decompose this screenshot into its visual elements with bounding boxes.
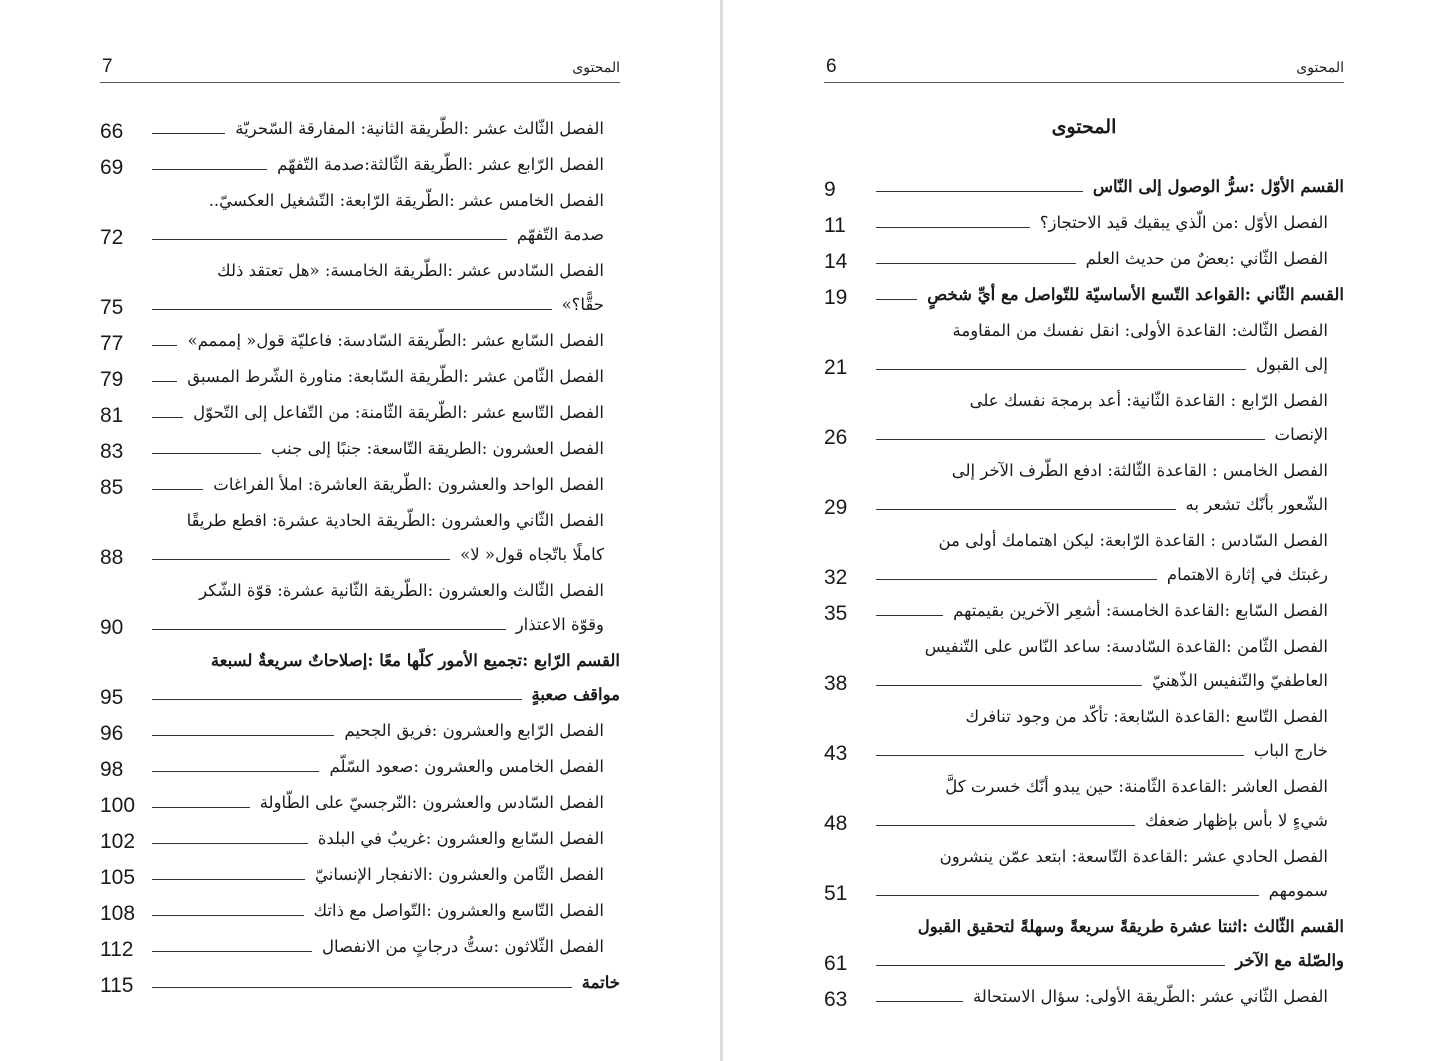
toc-entry-line: الإنصات bbox=[1274, 425, 1328, 444]
toc-entry-title bbox=[314, 894, 604, 928]
toc-entry-line: الفصل الخامس عشر :الطّريقة الرّابعة: التّشغيل العكسيّ.. bbox=[208, 191, 604, 210]
toc-entry-title bbox=[1040, 206, 1328, 240]
toc-entry bbox=[824, 524, 1344, 592]
toc-entry-title bbox=[1086, 242, 1328, 276]
leader-line bbox=[876, 895, 1259, 896]
page-header bbox=[824, 56, 1344, 83]
toc-entry-line: الفصل العشرون :الطريقة التّاسعة: جنبًا إلى جنب bbox=[270, 439, 604, 458]
leader-line bbox=[876, 965, 1225, 966]
toc-page-number: 90 bbox=[100, 616, 124, 639]
toc-entry-title bbox=[344, 714, 604, 748]
toc-entry-line: الفصل الثّلاثون :ستُّ درجاتٍ من الانفصال bbox=[322, 937, 604, 956]
toc-page-number: 35 bbox=[824, 602, 848, 625]
toc-entry-line: شيءٍ لا بأس بإظهار ضعفك bbox=[1144, 811, 1328, 830]
toc-entry-line: مواقف صعبةٍ bbox=[531, 685, 620, 704]
leader-line bbox=[152, 915, 304, 916]
toc-entry-title bbox=[322, 930, 604, 964]
leader-line bbox=[876, 1001, 963, 1002]
toc-entry bbox=[824, 242, 1344, 276]
toc-entry-title bbox=[952, 454, 1328, 522]
toc-entry bbox=[824, 314, 1344, 382]
leader-line bbox=[152, 771, 319, 772]
leader-line bbox=[876, 579, 1157, 580]
leader-line bbox=[876, 227, 1030, 228]
toc-page-number: 11 bbox=[824, 214, 846, 237]
toc-entry-title bbox=[970, 384, 1328, 452]
toc-entry bbox=[100, 786, 620, 820]
leader-line bbox=[876, 755, 1244, 756]
toc-entry-title bbox=[973, 980, 1328, 1014]
toc-page-number: 98 bbox=[100, 758, 124, 781]
toc-entry bbox=[100, 360, 620, 394]
toc-entry bbox=[100, 574, 620, 642]
toc-entry-line: الفصل الخامس والعشرون :صعود السّلّم bbox=[329, 757, 604, 776]
toc-entry-line: الفصل السّادس : القاعدة الرّابعة: ليكن اهتمامك أولى من bbox=[938, 531, 1328, 550]
toc-entry-title bbox=[187, 360, 604, 394]
toc-page-number: 19 bbox=[824, 286, 848, 309]
toc-entry bbox=[100, 324, 620, 358]
toc-entry-line: الفصل التّاسع :القاعدة السّابعة: تأكّد من وجود تنافرك bbox=[965, 707, 1328, 726]
toc-entry-line: الفصل الثّاني :بعضٌ من حديث العلم bbox=[1085, 249, 1328, 268]
toc-entry-line: القسم الرّابع :تجميع الأمور كلّها معًا :إصلاحاتٌ سريعةٌ لسبعة bbox=[210, 651, 620, 670]
leader-line bbox=[152, 699, 522, 700]
toc-entry-title bbox=[940, 840, 1328, 908]
toc-page-number: 66 bbox=[100, 120, 124, 143]
toc-entry-line: الشّعور بأنّك تشعر به bbox=[1185, 495, 1328, 514]
toc-page-number: 77 bbox=[100, 332, 124, 355]
toc-page-number: 43 bbox=[824, 742, 848, 765]
toc-entry-line: الفصل الثّاني عشر :الطّريقة الأولى: سؤال الاستحالة bbox=[972, 987, 1328, 1006]
toc-page-number: 88 bbox=[100, 546, 124, 569]
toc-entry bbox=[100, 644, 620, 712]
toc-page-number: 51 bbox=[824, 882, 848, 905]
toc-entry-line: الفصل السّادس والعشرون :النّرجسيّ على الطّاولة bbox=[259, 793, 604, 812]
toc-entry-line: الفصل الثّامن والعشرون :الانفجار الإنسانيّ bbox=[314, 865, 604, 884]
book-gutter bbox=[720, 0, 723, 1061]
toc-title: المحتوى bbox=[1051, 116, 1117, 138]
toc-entry bbox=[824, 840, 1344, 908]
toc-page-number: 63 bbox=[824, 988, 848, 1011]
toc-page-number: 96 bbox=[100, 722, 124, 745]
toc-entry-line: الفصل الخامس : القاعدة الثّالثة: ادفع الطّرف الآخر إلى bbox=[951, 461, 1328, 480]
toc-entry-line: والصّلة مع الآخر bbox=[1235, 951, 1344, 970]
toc-entry bbox=[824, 594, 1344, 628]
toc-page-number: 79 bbox=[100, 368, 124, 391]
toc-entry bbox=[824, 770, 1344, 838]
toc-entry-line: الفصل الثّالث والعشرون :الطّريقة الثّانية عشرة: قوّة الشّكر bbox=[199, 581, 604, 600]
toc-entry-title bbox=[213, 468, 604, 502]
leader-line bbox=[876, 509, 1176, 510]
leader-line bbox=[876, 439, 1265, 440]
toc-entry-line: الفصل الثّامن عشر :الطّريقة السّابعة: مناورة الشّرط المسبق bbox=[187, 367, 604, 386]
toc-entry-line: الفصل الحادي عشر :القاعدة التّاسعة: ابتعد عمّن ينشرون bbox=[939, 847, 1328, 866]
leader-line bbox=[876, 369, 1246, 370]
toc-entry-line: الفصل الثّالث عشر :الطّريقة الثانية: المفارقة السّحريّة bbox=[235, 119, 604, 138]
leader-line bbox=[152, 417, 183, 418]
toc-entry-title bbox=[211, 644, 620, 712]
toc-entry-title bbox=[953, 594, 1328, 628]
leader-line bbox=[876, 685, 1142, 686]
toc-page-number: 75 bbox=[100, 296, 124, 319]
toc-page-number: 9 bbox=[824, 178, 836, 201]
leader-line bbox=[152, 807, 250, 808]
leader-line bbox=[152, 309, 552, 310]
toc-entry-line: الفصل السّابع والعشرون :غريبٌ في البلدة bbox=[317, 829, 604, 848]
running-head: المحتوى bbox=[1296, 60, 1344, 76]
leader-line bbox=[152, 239, 507, 240]
page-number: 7 bbox=[102, 56, 113, 77]
toc-entry-title bbox=[187, 324, 604, 358]
toc-entry-line: الفصل الأوّل :من الّذي يبقيك قيد الاحتجاز؟ bbox=[1039, 213, 1328, 232]
right-page bbox=[824, 0, 1344, 1061]
toc-page-number: 32 bbox=[824, 566, 848, 589]
toc-entry bbox=[100, 432, 620, 466]
leader-line bbox=[152, 559, 450, 560]
toc-entry bbox=[100, 468, 620, 502]
toc-entry bbox=[100, 966, 620, 1000]
toc-page-number: 102 bbox=[100, 830, 136, 853]
leader-line bbox=[152, 169, 267, 170]
toc-page-number: 81 bbox=[100, 404, 124, 427]
toc-entry-line: الفصل السّادس عشر :الطّريقة الخامسة: «هل تعتقد ذلك bbox=[217, 261, 604, 280]
leader-line bbox=[876, 825, 1135, 826]
leader-line bbox=[152, 735, 334, 736]
toc-entry-title bbox=[193, 396, 604, 430]
toc-page-number: 48 bbox=[824, 812, 848, 835]
toc-entry bbox=[824, 630, 1344, 698]
toc-entry bbox=[824, 910, 1344, 978]
toc-entry-line: إلى القبول bbox=[1255, 355, 1328, 374]
leader-line bbox=[152, 489, 203, 490]
page-number: 6 bbox=[826, 56, 837, 77]
toc-entry bbox=[100, 504, 620, 572]
leader-line bbox=[152, 381, 177, 382]
toc-entry-title bbox=[235, 112, 604, 146]
leader-line bbox=[152, 843, 308, 844]
toc-entry bbox=[100, 254, 620, 322]
toc-page-number: 21 bbox=[824, 356, 848, 379]
running-head: المحتوى bbox=[572, 60, 620, 76]
toc-entry bbox=[824, 384, 1344, 452]
toc-entry-title bbox=[217, 254, 604, 322]
toc-entry-line: الفصل الرّابع : القاعدة الثّانية: أعد برمجة نفسك على bbox=[969, 391, 1328, 410]
toc-page-number: 112 bbox=[100, 938, 134, 961]
toc-entry-line: الفصل العاشر :القاعدة الثّامنة: حين يبدو أنّك خسرت كلَّ bbox=[945, 777, 1328, 796]
toc-page-number: 115 bbox=[100, 974, 134, 997]
leader-line bbox=[152, 629, 506, 630]
toc-page-number: 85 bbox=[100, 476, 124, 499]
toc-entry-line: القسم الثّالث :اثنتا عشرة طريقةً سريعةً وسهلةً لتحقيق القبول bbox=[917, 917, 1344, 936]
leader-line bbox=[876, 615, 943, 616]
toc-entry-line: حقًّا؟» bbox=[561, 295, 604, 314]
leader-line bbox=[152, 453, 261, 454]
toc-entry bbox=[824, 206, 1344, 240]
toc-entry-line: القسم الأوّل :سرُّ الوصول إلى النّاس bbox=[1092, 177, 1344, 196]
toc-page-number: 83 bbox=[100, 440, 124, 463]
toc-entry-title bbox=[260, 786, 604, 820]
toc-entry-line: وقوّة الاعتذار bbox=[515, 615, 604, 634]
leader-line bbox=[152, 987, 572, 988]
toc-entry bbox=[824, 170, 1344, 204]
toc-page-number: 105 bbox=[100, 866, 136, 889]
toc-entry-line: الفصل الثّامن :القاعدة السّادسة: ساعد النّاس على التّنفيس bbox=[924, 637, 1328, 656]
leader-line bbox=[152, 133, 225, 134]
toc-entry-line: كاملًا باتّجاه قول« لا» bbox=[460, 545, 604, 564]
toc-entry-line: الفصل الرّابع والعشرون :فريق الجحيم bbox=[344, 721, 604, 740]
toc-entry-title bbox=[925, 630, 1328, 698]
toc-page-number: 100 bbox=[100, 794, 136, 817]
toc-entry-title bbox=[938, 524, 1328, 592]
toc-entry bbox=[100, 184, 620, 252]
toc-entry bbox=[100, 714, 620, 748]
toc-entry-line: خارج الباب bbox=[1253, 741, 1328, 760]
toc-entry-title bbox=[209, 184, 604, 252]
leader-line bbox=[152, 345, 177, 346]
toc-entry bbox=[100, 148, 620, 182]
toc-entry bbox=[824, 980, 1344, 1014]
toc-entry-line: الفصل التّاسع والعشرون :التّواصل مع ذاتك bbox=[313, 901, 604, 920]
toc-entry-line: الفصل الرّابع عشر :الطّريقة الثّالثة:صدمة التّفهّم bbox=[277, 155, 604, 174]
toc-entry-title bbox=[315, 858, 604, 892]
toc-page-number: 26 bbox=[824, 426, 848, 449]
toc-page-number: 95 bbox=[100, 686, 124, 709]
toc-entry bbox=[100, 930, 620, 964]
toc-entry bbox=[824, 278, 1344, 312]
leader-line bbox=[876, 191, 1083, 192]
toc-page-number: 108 bbox=[100, 902, 136, 925]
leader-line bbox=[152, 879, 305, 880]
toc-page-number: 69 bbox=[100, 156, 124, 179]
toc-entry-line: العاطفيّ والتّنفيس الذّهنيّ bbox=[1152, 671, 1328, 690]
toc-page-number: 29 bbox=[824, 496, 848, 519]
toc-entry-title bbox=[187, 504, 604, 572]
toc-entry bbox=[100, 858, 620, 892]
toc-entry bbox=[100, 822, 620, 856]
toc-entry bbox=[100, 750, 620, 784]
page-header bbox=[100, 56, 620, 83]
toc-page-number: 72 bbox=[100, 226, 124, 249]
toc-entry-line: الفصل التّاسع عشر :الطّريقة الثّامنة: من التّفاعل إلى التّحوّل bbox=[193, 403, 604, 422]
toc-entry bbox=[100, 112, 620, 146]
toc-page-number: 61 bbox=[824, 952, 848, 975]
toc-entry-title bbox=[945, 770, 1328, 838]
toc-entry-line: خاتمة bbox=[581, 973, 620, 992]
toc-entry-title bbox=[318, 822, 604, 856]
toc-entry bbox=[824, 700, 1344, 768]
toc-entry-line: رغبتك في إثارة الاهتمام bbox=[1166, 565, 1328, 584]
toc-entry-line: الفصل الثّالث: القاعدة الأولى: انقل نفسك من المقاومة bbox=[952, 321, 1328, 340]
toc-entry-title bbox=[277, 148, 604, 182]
toc-entry-title bbox=[966, 700, 1328, 768]
toc-entry-line: الفصل الواحد والعشرون :الطّريقة العاشرة: املأ الفراغات bbox=[213, 475, 604, 494]
toc-entry-title bbox=[918, 910, 1344, 978]
toc-entry-title bbox=[271, 432, 604, 466]
toc-entry-title bbox=[199, 574, 604, 642]
toc-entry-title bbox=[329, 750, 604, 784]
toc-entry-line: صدمة التّفهّم bbox=[516, 225, 604, 244]
toc-entry-line: الفصل السّابع عشر :الطّريقة السّادسة: فاعليّة قول« إمممم» bbox=[187, 331, 604, 350]
toc-entry bbox=[100, 396, 620, 430]
toc-entry-title bbox=[1093, 170, 1344, 204]
toc-entry-title bbox=[953, 314, 1328, 382]
toc-entry-line: القسم الثّاني :القواعد التّسع الأساسيّة للتّواصل مع أيِّ شخصٍ bbox=[927, 285, 1344, 304]
toc-page-number: 14 bbox=[824, 250, 848, 273]
leader-line bbox=[876, 263, 1076, 264]
toc-entry-title bbox=[927, 278, 1344, 312]
toc-entry bbox=[824, 454, 1344, 522]
left-page bbox=[100, 0, 620, 1061]
toc-page-number: 38 bbox=[824, 672, 848, 695]
toc-entry-title bbox=[582, 966, 620, 1000]
toc-entry-line: سمومهم bbox=[1268, 881, 1328, 900]
toc-entry bbox=[100, 894, 620, 928]
toc-entry-line: الفصل السّابع :القاعدة الخامسة: أشعِر الآخرين بقيمتهم bbox=[953, 601, 1328, 620]
leader-line bbox=[152, 951, 312, 952]
leader-line bbox=[876, 299, 917, 300]
toc-entry-line: الفصل الثّاني والعشرون :الطّريقة الحادية عشرة: اقطع طريقًا bbox=[186, 511, 604, 530]
